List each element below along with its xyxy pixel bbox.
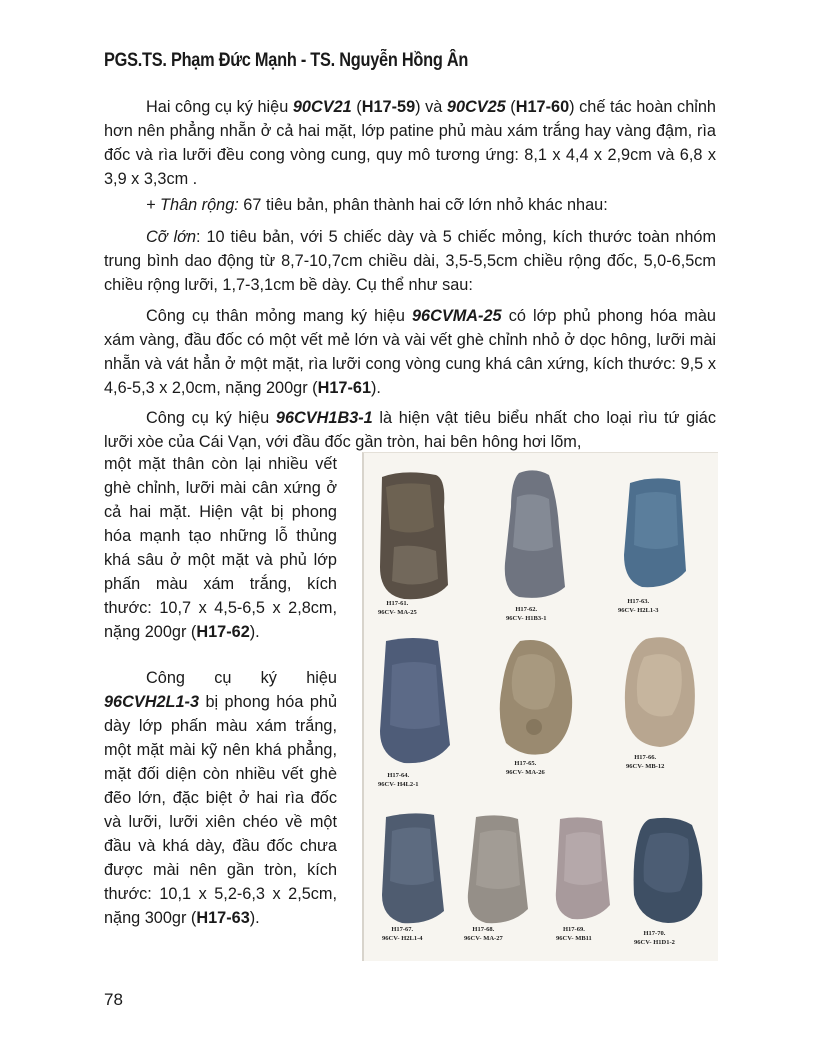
fig-num: H17-69. bbox=[562, 926, 585, 933]
artifact-photo-h17-67 bbox=[378, 811, 450, 929]
fig-num: H17-68. bbox=[472, 926, 495, 933]
caption-h17-63 bbox=[618, 597, 659, 615]
figure-ref: H17-61 bbox=[317, 379, 371, 397]
artifact-photo-h17-68 bbox=[462, 813, 534, 927]
fig-num: H17-62. bbox=[515, 606, 538, 613]
code: 96CVH2L1-3 bbox=[104, 693, 200, 711]
text: bị phong hóa phủ dày lớp phấn màu xám trắng, một mặt mài kỹ nên khá phẳng, mặt đối diện còn nhiều vết ghè đẽo lớn, đặc biệt ở hai rìa đốc và lưỡi, lưỡi xiên chéo về một đầu và khá dày, đầu đốc chưa được mài nên gần tròn, kích thước: 10,1 x 5,2-6,3 x 2,5cm, nặng 300gr ( bbox=[104, 693, 337, 927]
text: ( bbox=[505, 98, 516, 116]
caption-h17-61 bbox=[378, 599, 417, 617]
artifact-photo-h17-62 bbox=[499, 467, 571, 607]
code: 96CVMA-25 bbox=[412, 307, 502, 325]
code: 90CV25 bbox=[446, 98, 506, 116]
artifact-photo-h17-66 bbox=[620, 633, 700, 753]
figure-ref: H17-60 bbox=[515, 98, 570, 116]
fig-code: 96CV- H2L1-3 bbox=[618, 607, 659, 614]
fig-num: H17-70. bbox=[643, 930, 666, 937]
caption-h17-70 bbox=[634, 929, 675, 947]
text: ). bbox=[249, 623, 260, 641]
figure-ref: H17-62 bbox=[196, 623, 250, 641]
artifact-photo-h17-63 bbox=[620, 475, 692, 595]
fig-num: H17-66. bbox=[634, 754, 657, 761]
running-header: PGS.TS. Phạm Đức Mạnh - TS. Nguyễn Hồng Ân bbox=[104, 50, 469, 71]
text: Công cụ ký hiệu bbox=[146, 669, 337, 687]
fig-num: H17-64. bbox=[387, 772, 410, 779]
fig-num: H17-63. bbox=[627, 598, 650, 605]
text: là hiện vật tiêu biểu nhất cho loại rìu tứ giác lưỡi xòe của Cái Vạn, với đầu đốc gần tròn, hai bên hông hơi lõm, bbox=[104, 409, 716, 451]
caption-h17-69 bbox=[556, 925, 592, 943]
text: 67 tiêu bản, phân thành hai cỡ lớn nhỏ khác nhau: bbox=[238, 196, 608, 214]
fig-num: H17-67. bbox=[391, 926, 414, 933]
paragraph-6 bbox=[104, 666, 337, 930]
artifact-photo-h17-65 bbox=[494, 637, 578, 759]
figure-ref: H17-63 bbox=[196, 909, 250, 927]
caption-h17-67 bbox=[382, 925, 423, 943]
lead: + Thân rộng: bbox=[146, 196, 239, 214]
artifact-photo-h17-70 bbox=[628, 815, 706, 927]
fig-code: 96CV- H2L1-4 bbox=[382, 935, 423, 942]
paragraph-1 bbox=[104, 95, 716, 191]
fig-code: 96CV- H1B3-1 bbox=[506, 615, 547, 622]
caption-h17-64 bbox=[378, 771, 419, 789]
text: một mặt thân còn lại nhiều vết ghè chỉnh, lưỡi mài cân xứng ở cả hai mặt. Hiện vật bị phong hóa mạnh tạo những lỗ thủng khá sâu ở một mặt và phủ lớp phấn màu xám trắng, kích thước: 10,7 x 4,5-6,5 x 2,8cm, nặng 200gr ( bbox=[104, 455, 337, 641]
artifact-photo-h17-61 bbox=[374, 467, 456, 607]
fig-code: 96CV- MA-25 bbox=[378, 609, 417, 616]
artifact-photo-h17-69 bbox=[550, 815, 616, 923]
figure-ref: H17-59 bbox=[361, 98, 416, 116]
text: ). bbox=[249, 909, 260, 927]
text: Hai công cụ ký hiệu bbox=[146, 98, 293, 116]
fig-num: H17-65. bbox=[514, 760, 537, 767]
fig-code: 96CV- MA-26 bbox=[506, 769, 545, 776]
paragraph-4 bbox=[104, 304, 716, 400]
paragraph-2 bbox=[104, 193, 716, 217]
fig-num: H17-61. bbox=[386, 600, 409, 607]
text: ( bbox=[351, 98, 362, 116]
text: ) chế tác hoàn chỉnh hơn nên phẳng nhẵn ở cả hai mặt, lớp patine phủ màu xám trắng hay vàng đậm, rìa đốc và rìa lưỡi đều cong vòng cung, quy mô tương ứng: 8,1 x 4,4 x 2,9cm và 6,8 x 3,9 x 3,3cm . bbox=[104, 98, 716, 188]
paragraph-3 bbox=[104, 225, 716, 297]
caption-h17-66 bbox=[626, 753, 664, 771]
caption-h17-68 bbox=[464, 925, 503, 943]
fig-code: 96CV- MB-12 bbox=[626, 763, 665, 770]
text: Công cụ thân mỏng mang ký hiệu bbox=[146, 307, 412, 325]
artifact-photo-plate bbox=[362, 452, 718, 961]
page-number: 78 bbox=[104, 990, 123, 1009]
text: : 10 tiêu bản, với 5 chiếc dày và 5 chiếc mỏng, kích thước toàn nhóm trung bình dao động từ 8,7-10,7cm chiều dài, 3,5-5,5cm chiều rộng đốc, 5,0-6,5cm chiều rộng lưỡi, 1,7-3,1cm bề dày. Cụ thể như sau: bbox=[104, 228, 717, 294]
fig-code: 96CV- H4L2-1 bbox=[378, 781, 419, 788]
paragraph-5-continued bbox=[104, 452, 337, 644]
code: 96CVH1B3-1 bbox=[275, 409, 373, 427]
text: ). bbox=[371, 379, 381, 397]
text: Công cụ ký hiệu bbox=[146, 409, 276, 427]
text: ) và bbox=[415, 98, 447, 116]
caption-h17-65 bbox=[506, 759, 545, 777]
caption-h17-62 bbox=[506, 605, 547, 623]
fig-code: 96CV- MB11 bbox=[556, 935, 592, 942]
text: có lớp phủ phong hóa màu xám vàng, đầu đốc có một vết mẻ lớn và vài vết ghè chỉnh nhỏ ở dọc hông, lưỡi mài nhẵn và vát hẳn ở một mặt, rìa lưỡi cong vòng cung khá cân xứng, kích thước: 9,5 x 4,6-5,3 x 2,0cm, nặng 200gr ( bbox=[104, 307, 716, 397]
paragraph-5 bbox=[104, 406, 716, 454]
artifact-photo-h17-64 bbox=[374, 635, 458, 771]
code: 90CV21 bbox=[292, 98, 352, 116]
fig-code: 96CV- H1D1-2 bbox=[634, 939, 675, 946]
fig-code: 96CV- MA-27 bbox=[464, 935, 503, 942]
lead: Cỡ lớn bbox=[146, 228, 197, 246]
